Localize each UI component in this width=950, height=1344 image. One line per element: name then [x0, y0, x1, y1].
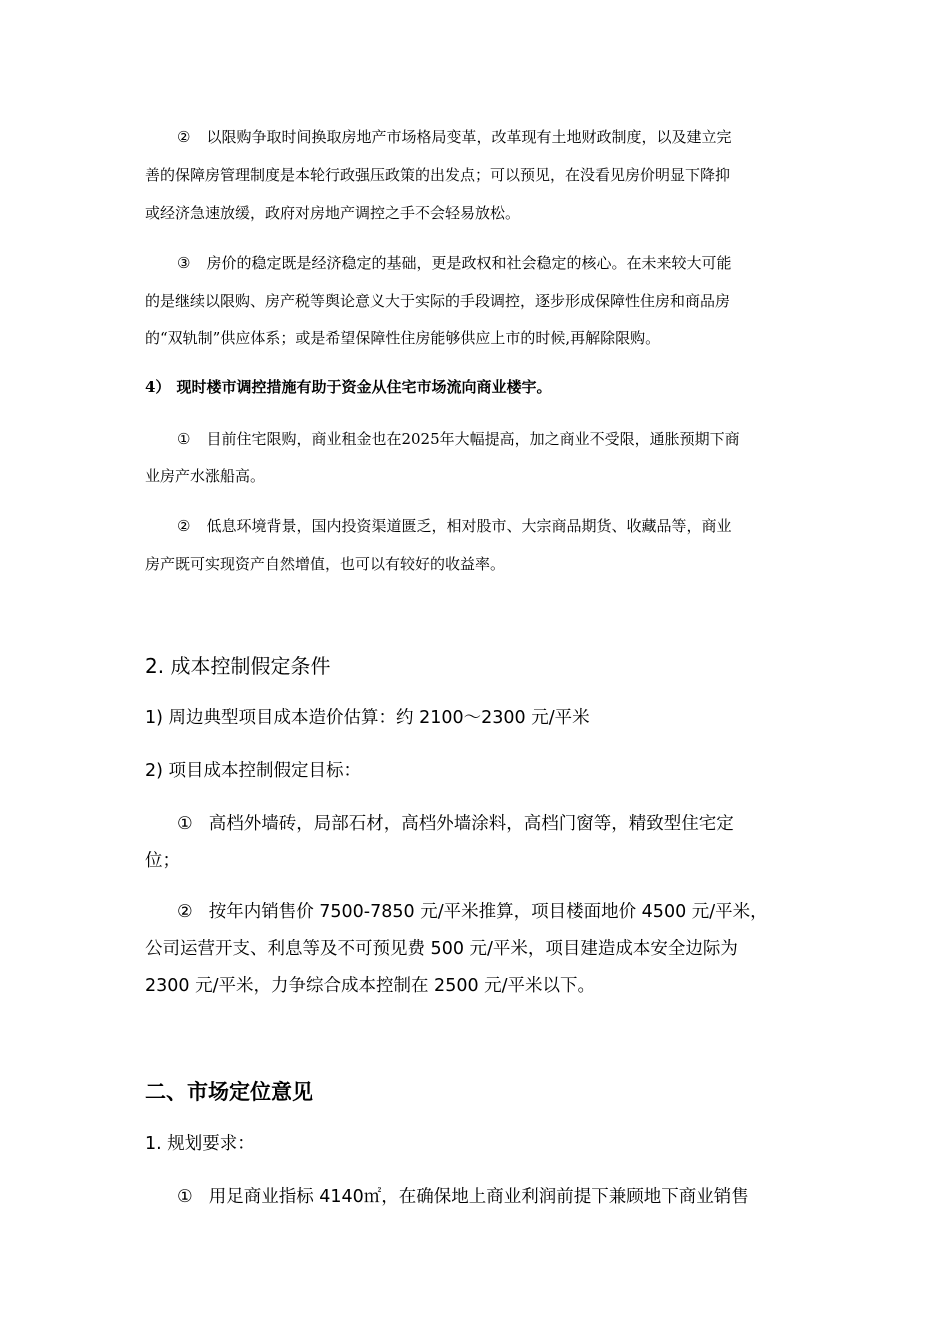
paragraph-line: ① 用足商业指标 4140㎡，在确保地上商业利润前提下兼顾地下商业销售	[177, 1187, 749, 1207]
paragraph-line: 房产既可实现资产自然增值，也可以有较好的收益率。	[145, 555, 506, 573]
list-item: 1) 周边典型项目成本造价估算：约 2100～2300 元/平米	[145, 708, 590, 728]
paragraph-line: ① 高档外墙砖，局部石材，高档外墙涂料，高档门窗等，精致型住宅定	[177, 814, 734, 834]
paragraph-line: 位；	[145, 851, 180, 871]
paragraph-line: ③ 房价的稳定既是经济稳定的基础，更是政权和社会稳定的核心。在未来较大可能	[177, 254, 732, 272]
paragraph-line: 2300 元/平米，力争综合成本控制在 2500 元/平米以下。	[145, 976, 596, 996]
circled-marker: ②	[177, 517, 191, 535]
subheading: 4） 现时楼市调控措施有助于资金从住宅市场流向商业楼宇。	[145, 378, 552, 396]
circled-marker: ①	[177, 1187, 193, 1207]
list-item: 1. 规划要求：	[145, 1134, 255, 1154]
circled-marker: ②	[177, 902, 193, 922]
paragraph-line: 的“双轨制”供应体系；或是希望保障性住房能够供应上市的时候,再解除限购。	[145, 329, 661, 347]
section-heading: 2. 成本控制假定条件	[145, 654, 331, 678]
paragraph-line: 公司运营开支、利息等及不可预见费 500 元/平米，项目建造成本安全边际为	[145, 939, 738, 959]
paragraph-line: ① 目前住宅限购，商业租金也在2025年大幅提高，加之商业不受限，通胀预期下商	[177, 430, 740, 448]
circled-marker: ①	[177, 814, 193, 834]
circled-marker: ③	[177, 254, 191, 272]
chapter-heading: 二、市场定位意见	[145, 1080, 313, 1104]
circled-marker: ②	[177, 128, 191, 146]
paragraph-line: 或经济急速放缓，政府对房地产调控之手不会轻易放松。	[145, 204, 521, 222]
circled-marker: ①	[177, 430, 191, 448]
paragraph-line: 的是继续以限购、房产税等舆论意义大于实际的手段调控，逐步形成保障性住房和商品房	[145, 292, 731, 310]
paragraph-line: ② 以限购争取时间换取房地产市场格局变革，改革现有土地财政制度，以及建立完	[177, 128, 732, 146]
paragraph-line: ② 按年内销售价 7500-7850 元/平米推算，项目楼面地价 4500 元/平米，	[177, 902, 768, 922]
paragraph-line: 业房产水涨船高。	[145, 467, 266, 485]
paragraph-line: ② 低息环境背景，国内投资渠道匮乏，相对股市、大宗商品期货、收藏品等，商业	[177, 517, 732, 535]
paragraph-line: 善的保障房管理制度是本轮行政强压政策的出发点；可以预见，在没看见房价明显下降抑	[145, 166, 731, 184]
list-item: 2) 项目成本控制假定目标：	[145, 761, 362, 781]
